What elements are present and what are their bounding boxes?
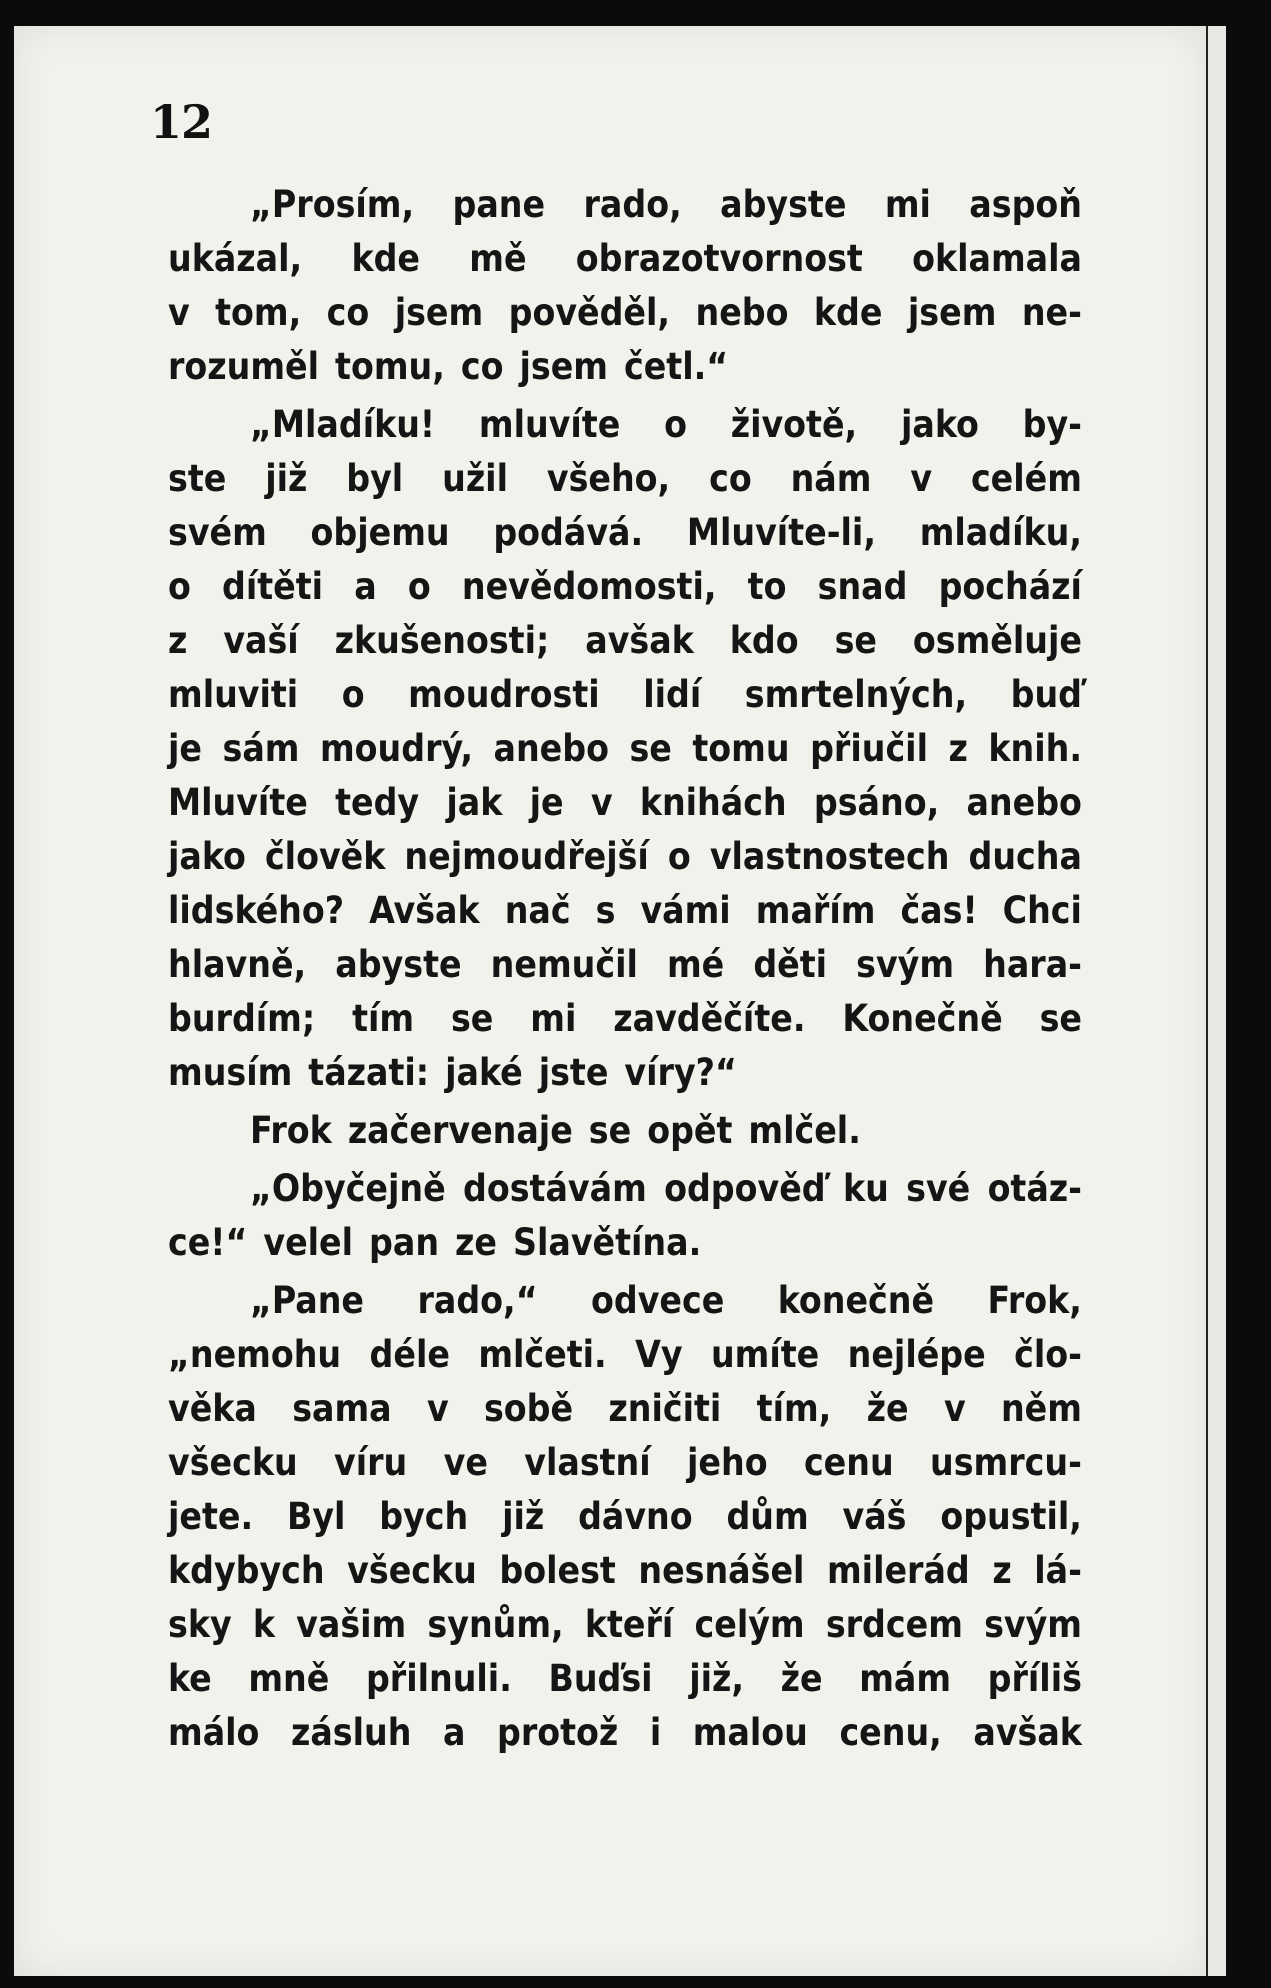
text-line: musím tázati: jaké jste víry?“ — [168, 1051, 737, 1094]
text-line: „Mladíku! mluvíte o životě, jako by- — [250, 403, 1082, 446]
text-line: jete. Byl bych již dávno dům váš opustil, — [168, 1495, 1082, 1538]
text-line: věka sama v sobě zničiti tím, že v něm — [168, 1387, 1082, 1430]
text-line: ukázal, kde mě obrazotvornost oklamala — [168, 237, 1082, 280]
text-line: „Prosím, pane rado, abyste mi aspoň — [250, 183, 1082, 226]
page-number: 12 — [150, 95, 213, 149]
text-line: Mluvíte tedy jak je v knihách psáno, anebo — [168, 781, 1082, 824]
text-line: z vaší zkušenosti; avšak kdo se osměluje — [168, 619, 1082, 662]
text-line: ste již byl užil všeho, co nám v celém — [168, 457, 1082, 500]
body-text — [168, 178, 1082, 1760]
text-line: mluviti o moudrosti lidí smrtelných, buď — [168, 673, 1082, 716]
text-line: ce!“ velel pan ze Slavětína. — [168, 1221, 702, 1264]
text-line: o dítěti a o nevědomosti, to snad pochází — [168, 565, 1082, 608]
text-line: jako člověk nejmoudřejší o vlastnostech ducha — [168, 835, 1082, 878]
text-line: ke mně přilnuli. Buďsi již, že mám příliš — [168, 1657, 1082, 1700]
text-line: „Pane rado,“ odvece konečně Frok, — [250, 1279, 1082, 1322]
text-line: svém objemu podává. Mluvíte-li, mladíku, — [168, 511, 1082, 554]
text-line: kdybych všecku bolest nesnášel milerád z lá- — [168, 1549, 1082, 1592]
text-line: Frok začervenaje se opět mlčel. — [250, 1109, 861, 1152]
text-line: lidského? Avšak nač s vámi mařím čas! Chci — [168, 889, 1082, 932]
text-line: sky k vašim synům, kteří celým srdcem svým — [168, 1603, 1082, 1646]
adjacent-page-edge — [1206, 26, 1226, 1976]
text-line: málo zásluh a protož i malou cenu, avšak — [168, 1711, 1082, 1754]
text-line: hlavně, abyste nemučil mé děti svým hara- — [168, 943, 1082, 986]
text-line: „Obyčejně dostávám odpověď ku své otáz- — [250, 1167, 1082, 1210]
text-line: „nemohu déle mlčeti. Vy umíte nejlépe člo- — [168, 1333, 1082, 1376]
text-line: je sám moudrý, anebo se tomu přiučil z knih. — [168, 727, 1082, 770]
text-line: všecku víru ve vlastní jeho cenu usmrcu- — [168, 1441, 1082, 1484]
text-line: v tom, co jsem pověděl, nebo kde jsem ne- — [168, 291, 1082, 334]
text-line: rozuměl tomu, co jsem četl.“ — [168, 345, 729, 388]
text-line: burdím; tím se mi zavděčíte. Konečně se — [168, 997, 1082, 1040]
